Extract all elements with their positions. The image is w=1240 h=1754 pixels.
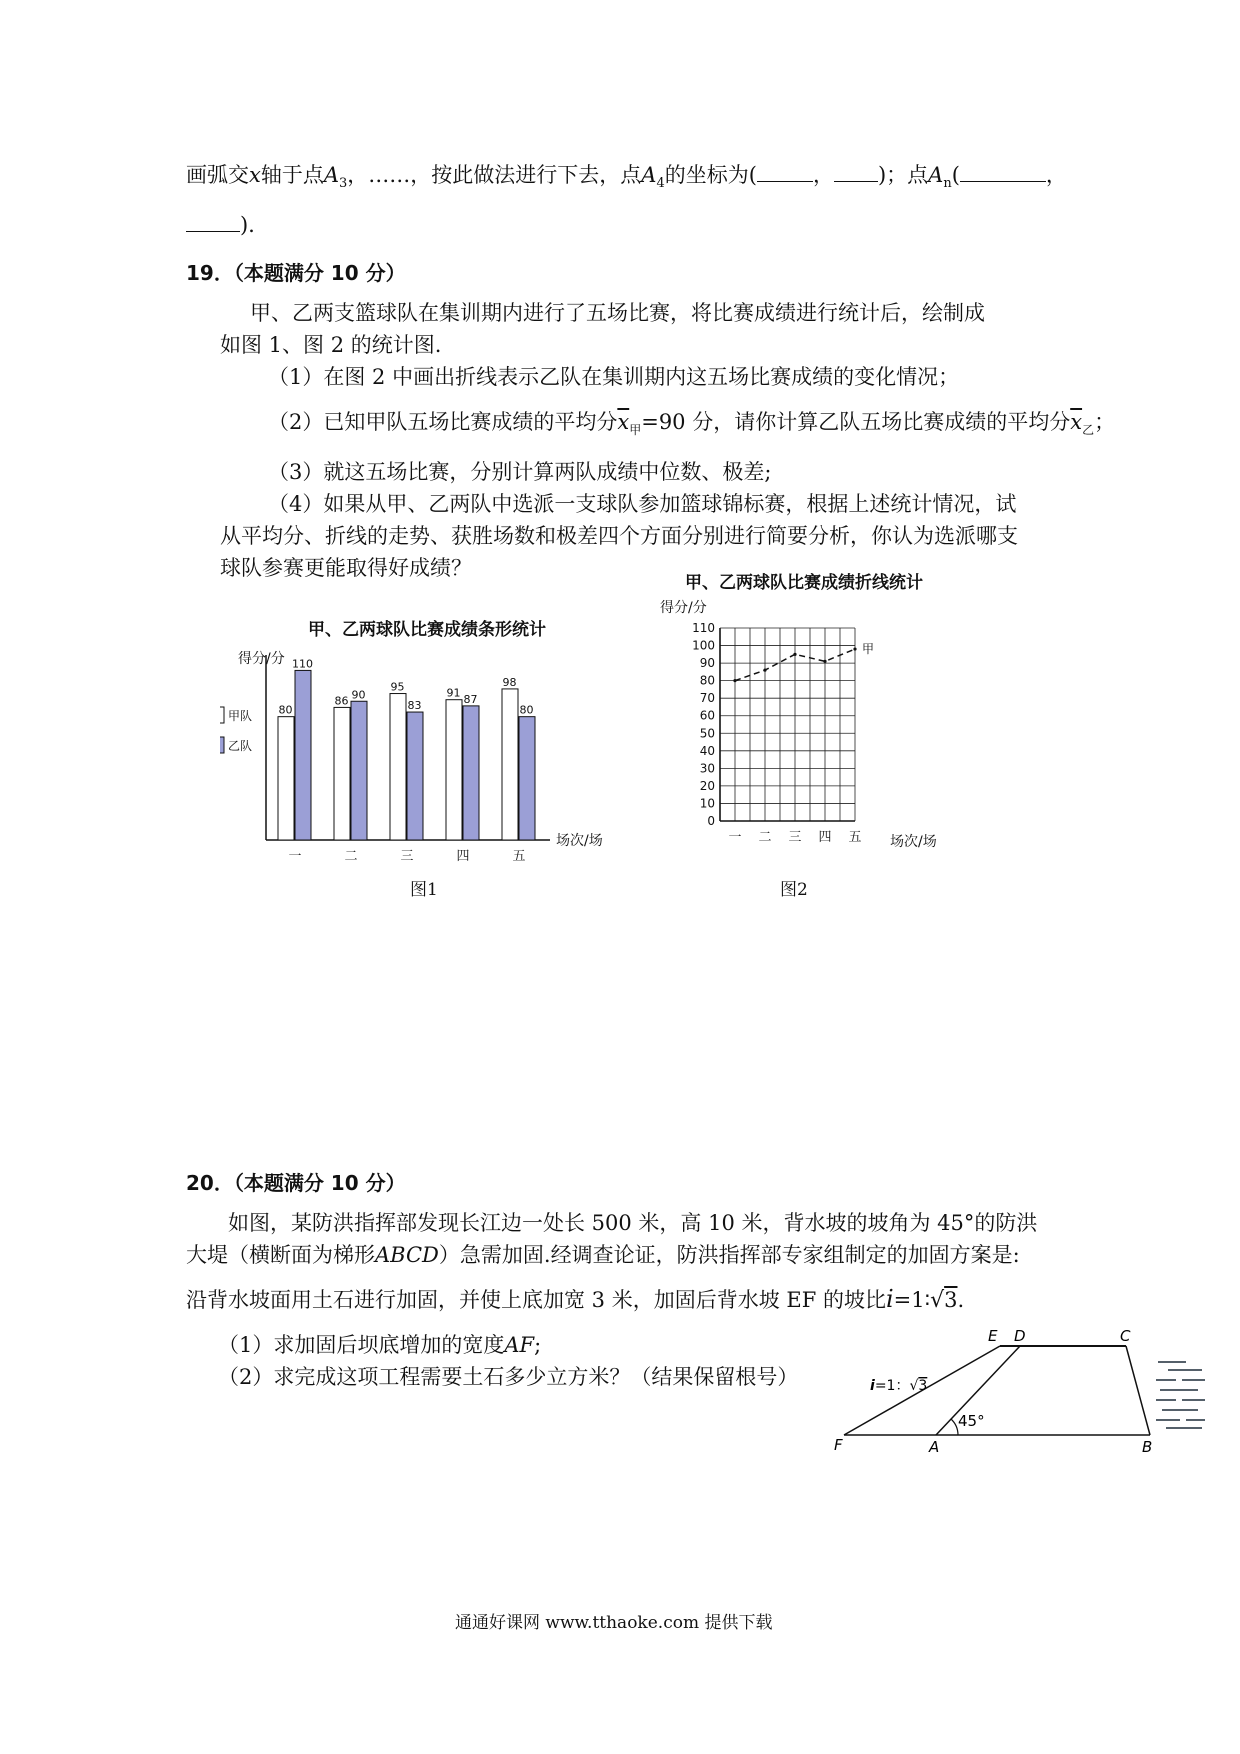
q19-para-2: 如图 1、图 2 的统计图. — [220, 333, 442, 357]
bar-2-1 — [295, 670, 311, 840]
footer-text: 通通好课网 www.tthaoke.com 提供下载 — [455, 1613, 773, 1633]
y-tick-0: 0 — [707, 814, 715, 828]
bar-value-label-2-5: 80 — [519, 703, 534, 717]
y-tick-10: 10 — [699, 796, 715, 811]
answer-blank-an-x[interactable] — [960, 161, 1046, 182]
line-x-tick-3: 三 — [788, 830, 802, 845]
label-a: A — [929, 1438, 940, 1456]
q20-para-1: 如图，某防洪指挥部发现长江边一处长 500 米，高 10 米，背水坡的坡角为 45°的防洪 — [228, 1211, 1038, 1235]
bar-value-label-2-4: 87 — [463, 692, 478, 706]
bar-1-2 — [334, 707, 350, 840]
line-chart — [660, 596, 980, 866]
line-x-tick-4: 四 — [818, 830, 832, 845]
angle-label: 45° — [958, 1412, 985, 1430]
y-tick-50: 50 — [699, 726, 715, 741]
q20-header: 20．（本题满分 10 分） — [186, 1171, 406, 1195]
q20-para-3: 沿背水坡面用土石进行加固，并使上底加宽 3 米，加固后背水坡 EF 的坡比i=1∶√3. — [186, 1285, 965, 1313]
q19-subq-2: （2）已知甲队五场比赛成绩的平均分$\overline{x}_甲=90$ 分，请你计算乙队五场比赛成绩的平均分$\overline{x}_乙$； — [268, 410, 1116, 438]
q20-para-2: 大堤（横断面为梯形ABCD）急需加固.经调查论证，防洪指挥部专家组制定的加固方案是: — [186, 1243, 1020, 1267]
q18-line-1: 画弧交x轴于点$A_3$，……，按此做法进行下去，点$A_4$的坐标为( ， )；点$A_n$( ， — [186, 163, 1067, 192]
angle-arc — [951, 1419, 958, 1435]
legend-swatch-2 — [220, 737, 224, 753]
bar-chart-ylabel: 得分/分 — [238, 651, 285, 667]
bar-value-label-1-4: 91 — [446, 686, 461, 700]
bar-1-1 — [278, 717, 294, 840]
q19-subq-1: （1）在图 2 中画出折线表示乙队在集训期内这五场比赛成绩的变化情况； — [268, 365, 960, 389]
bar-value-label-2-1: 110 — [292, 657, 313, 671]
q19-para-1: 甲、乙两支篮球队在集训期内进行了五场比赛，将比赛成绩进行统计后，绘制成 — [250, 301, 985, 325]
label-e: E — [988, 1328, 998, 1345]
y-tick-80: 80 — [699, 673, 715, 688]
legend-label-1: 甲队 — [228, 709, 253, 723]
figure-2-caption: 图2 — [780, 880, 808, 900]
line-x-tick-5: 五 — [848, 830, 862, 845]
figure-1-caption: 图1 — [410, 880, 438, 900]
y-tick-100: 100 — [692, 638, 715, 653]
legend-swatch-1 — [220, 707, 224, 723]
answer-blank-a4-y[interactable] — [834, 161, 878, 182]
q19-subq-4-line-2: 从平均分、折线的走势、获胜场数和极差四个方面分别进行简要分析，你认为选派哪支 — [220, 524, 1018, 548]
line-chart-title: 甲、乙两球队比赛成绩折线统计 — [685, 573, 923, 593]
label-c: C — [1120, 1328, 1131, 1345]
answer-blank-a4-x[interactable] — [757, 161, 813, 182]
bar-value-label-2-2: 90 — [351, 688, 366, 702]
line-chart-ylabel: 得分/分 — [660, 600, 707, 616]
bar-value-label-1-5: 98 — [502, 675, 517, 689]
point-1-1 — [733, 679, 736, 682]
point-1-4 — [823, 660, 826, 663]
y-tick-60: 60 — [699, 708, 715, 723]
label-d: D — [1014, 1328, 1026, 1345]
bar-2-4 — [463, 706, 479, 840]
bar-x-tick-5: 五 — [512, 849, 526, 864]
y-tick-30: 30 — [699, 761, 715, 776]
bar-x-tick-4: 四 — [456, 849, 470, 864]
dam-cross-section-diagram — [830, 1328, 1210, 1478]
bar-1-3 — [390, 694, 406, 840]
slope-label: i=1：√3 — [870, 1378, 928, 1394]
water-lines — [1156, 1362, 1205, 1428]
bar-value-label-1-3: 95 — [390, 680, 405, 694]
q18-line-2: )． — [186, 210, 269, 240]
y-tick-20: 20 — [699, 778, 715, 793]
q19-subq-4-line-3: 球队参赛更能取得好成绩？ — [220, 556, 472, 580]
label-f: F — [834, 1436, 843, 1454]
y-tick-110: 110 — [692, 621, 715, 635]
bar-1-4 — [446, 700, 462, 840]
q20-subq-1: （1）求加固后坝底增加的宽度AF; — [218, 1333, 542, 1357]
bar-chart-title: 甲、乙两球队比赛成绩条形统计 — [308, 620, 546, 640]
y-tick-70: 70 — [699, 691, 715, 706]
bar-x-tick-1: 一 — [288, 849, 302, 864]
bar-value-label-1-2: 86 — [334, 694, 349, 708]
bar-2-5 — [519, 717, 535, 840]
bar-value-label-2-3: 83 — [407, 699, 422, 713]
y-tick-90: 90 — [699, 656, 715, 671]
bar-2-3 — [407, 712, 423, 840]
answer-blank-an-y[interactable] — [186, 211, 240, 232]
point-1-5 — [853, 647, 856, 650]
point-1-3 — [793, 653, 796, 656]
bar-value-label-1-1: 80 — [278, 703, 293, 717]
bar-1-5 — [502, 689, 518, 840]
bar-chart — [220, 645, 620, 890]
series-label-1: 甲 — [862, 642, 875, 657]
line-chart-xlabel: 场次/场 — [890, 834, 937, 850]
line-x-tick-1: 一 — [728, 830, 742, 845]
q19-subq-3: （3）就这五场比赛，分别计算两队成绩中位数、极差; — [268, 460, 772, 484]
bar-2-2 — [351, 701, 367, 840]
bar-x-tick-3: 三 — [400, 849, 414, 864]
label-b: B — [1142, 1438, 1153, 1456]
q19-header: 19．（本题满分 10 分） — [186, 261, 406, 285]
q20-subq-2: （2）求完成这项工程需要土石多少立方米？（结果保留根号） — [218, 1365, 799, 1389]
legend-label-2: 乙队 — [228, 739, 253, 753]
bar-x-tick-2: 二 — [344, 849, 358, 864]
bar-chart-xlabel: 场次/场 — [556, 833, 603, 849]
slope-bc — [1126, 1346, 1150, 1435]
y-tick-40: 40 — [699, 743, 715, 758]
line-x-tick-2: 二 — [758, 830, 772, 845]
q19-subq-4-line-1: （4）如果从甲、乙两队中选派一支球队参加篮球锦标赛，根据上述统计情况，试 — [268, 492, 1017, 516]
point-1-2 — [763, 669, 766, 672]
